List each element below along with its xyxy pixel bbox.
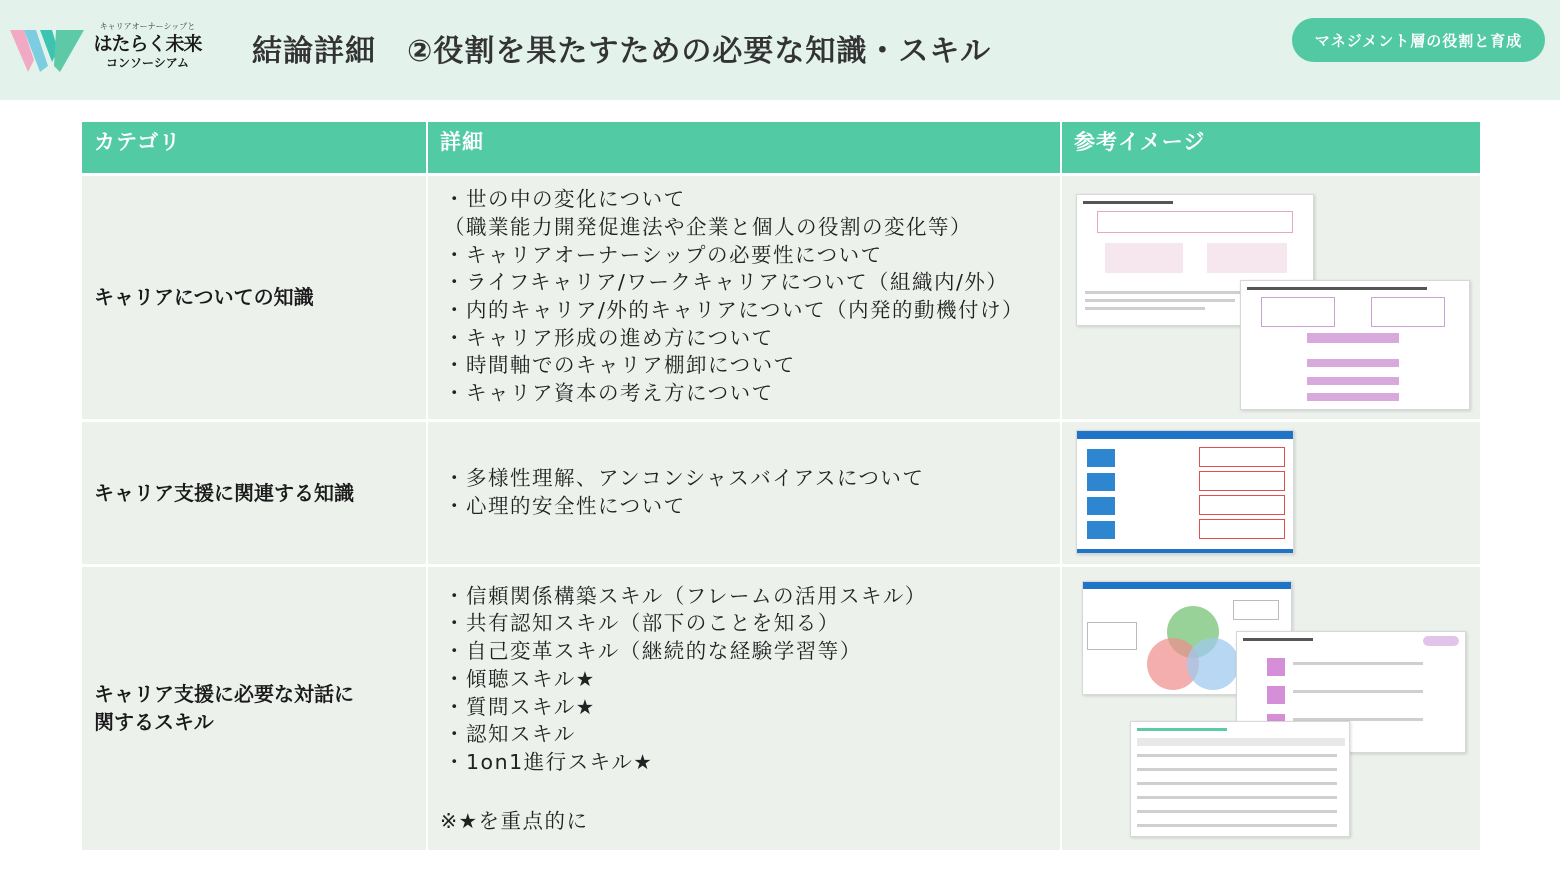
- reference-image-cell: [1061, 565, 1480, 850]
- list-item: ・ライフキャリア/ワークキャリアについて（組織内/外）: [444, 270, 1009, 295]
- knowledge-skill-table: [82, 122, 1480, 850]
- table-row: [82, 565, 1480, 850]
- psychological-safety-slide-thumbnail: [1076, 430, 1294, 554]
- table-row: [82, 420, 1480, 565]
- skill-table-slide-thumbnail: [1130, 721, 1350, 837]
- list-item: ・キャリア資本の考え方について: [444, 381, 774, 406]
- table-row: [82, 174, 1480, 420]
- list-item: ・時間軸でのキャリア棚卸について: [444, 353, 796, 378]
- list-item: ・共有認知スキル（部下のことを知る）: [444, 611, 840, 636]
- logo-w-mark-icon: [10, 26, 84, 74]
- list-item: ・内的キャリア/外的キャリアについて（内発的動機付け）: [444, 298, 1024, 322]
- category-label: キャリアについての知識: [94, 285, 314, 309]
- logo-bottom-text: コンソーシアム: [106, 56, 189, 70]
- consortium-logo: [10, 22, 200, 78]
- list-item: ・世の中の変化について: [444, 187, 686, 212]
- header-category: カテゴリ: [82, 122, 427, 174]
- detail-list: [428, 186, 1060, 408]
- list-item: ・認知スキル: [444, 722, 576, 747]
- category-cell: [82, 174, 427, 420]
- list-item: ・信頼関係構築スキル（フレームの活用スキル）: [444, 583, 927, 608]
- list-item: ・多様性理解、アンコンシャスバイアスについて: [444, 465, 925, 490]
- detail-list: [428, 583, 1060, 777]
- list-item: ・1on1進行スキル★: [444, 750, 654, 774]
- category-cell: [82, 565, 427, 850]
- detail-cell: [427, 174, 1061, 420]
- reference-image-cell: [1061, 420, 1480, 565]
- header-bar: [0, 0, 1560, 100]
- list-item: ・自己変革スキル（継続的な経験学習等）: [444, 639, 862, 664]
- reference-image-cell: [1061, 174, 1480, 420]
- category-cell: [82, 420, 427, 565]
- header-reference-image: 参考イメージ: [1061, 122, 1480, 174]
- category-label: キャリア支援に関連する知識: [94, 480, 354, 505]
- logo-top-text: キャリアオーナーシップと: [99, 22, 196, 31]
- list-item: ・傾聴スキル★: [444, 666, 596, 691]
- list-item: ・心理的安全性について: [444, 493, 686, 518]
- list-item: ・質問スキル★: [444, 694, 596, 719]
- header-detail: 詳細: [427, 122, 1061, 174]
- priority-note: ※★を重点的に: [440, 808, 589, 833]
- list-item: ・キャリアオーナーシップの必要性について: [444, 242, 883, 267]
- detail-cell: [427, 420, 1061, 565]
- management-role-tag-button[interactable]: マネジメント層の役割と育成: [1292, 18, 1545, 62]
- list-item: （職業能力開発促進法や企業と個人の役割の変化等）: [444, 214, 972, 239]
- category-label-line: キャリア支援に必要な対話に: [94, 682, 354, 707]
- category-label: [82, 680, 426, 736]
- detail-cell: [427, 565, 1061, 850]
- category-label-line: 関するスキル: [94, 710, 214, 735]
- page-title: 結論詳細 ②役割を果たすための必要な知識・スキル: [252, 34, 992, 69]
- list-item: ・キャリア形成の進め方について: [444, 325, 774, 350]
- detail-list: [428, 465, 1060, 520]
- career-formation-slide-thumbnail: [1240, 280, 1470, 410]
- table-header-row: [82, 122, 1480, 174]
- logo-main-text: はたらく未来: [93, 33, 202, 55]
